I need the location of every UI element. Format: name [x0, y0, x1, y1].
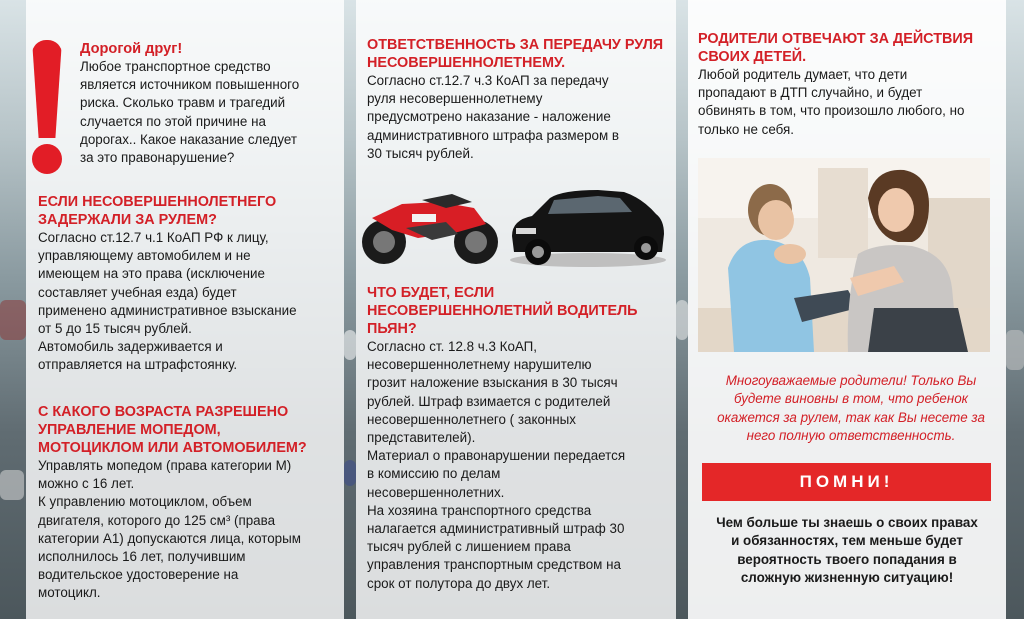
section-heading: СВОИХ ДЕТЕЙ. [698, 49, 807, 65]
section-age [38, 403, 342, 603]
section-heading: ОТВЕТСТВЕННОСТЬ ЗА ПЕРЕДАЧУ РУЛЯ [367, 37, 664, 53]
paragraph-line: несовершеннолетних. [367, 484, 505, 500]
intro-line: риска. Сколько травм и трагедий [80, 95, 286, 111]
final-line: вероятность твоего попадания в [737, 551, 957, 567]
paragraph-line: К управлению мотоциклом, объем [38, 494, 252, 510]
section-parents [698, 30, 1002, 139]
notice-line: окажется за рулем, так как Вы несете за [717, 409, 985, 425]
intro-line: случается по этой причине на [80, 113, 266, 129]
vehicles-image [362, 178, 668, 270]
notice-line: него полную ответственность. [746, 428, 956, 444]
intro-line: за это правонарушение? [80, 150, 235, 166]
paragraph-line: мотоцикл. [38, 585, 101, 601]
paragraph-line: от 5 до 15 тысяч рублей. [38, 321, 192, 337]
section-heading: ЗАДЕРЖАЛИ ЗА РУЛЕМ? [38, 212, 217, 228]
paragraph-line: Согласно ст.12.7 ч.3 КоАП за передачу [367, 73, 609, 88]
notice-line: Многоуважаемые родители! Только Вы [725, 373, 977, 388]
paragraph-line: исполнилось 16 лет, получившим [38, 549, 246, 565]
section-heading: ПЬЯН? [367, 321, 417, 337]
paragraph-line: категории А1) допускаются лица, которым [38, 530, 301, 546]
parent-child-photo [698, 158, 990, 352]
paragraph-line: 30 тысяч рублей. [367, 145, 474, 161]
greeting-title: Дорогой друг! [80, 41, 183, 57]
parents-notice [706, 372, 996, 446]
paragraph-line: рублей. Штраф взимается с родителей [367, 393, 611, 409]
intro-line: является источником повышенного [80, 77, 300, 93]
remember-banner: ПОМНИ! [702, 463, 991, 501]
paragraph-line: несовершеннолетнего ( законных [367, 411, 577, 427]
final-line: сложную жизненную ситуацию! [740, 570, 954, 586]
paragraph-line: Согласно ст. 12.8 ч.3 КоАП, [367, 339, 538, 354]
paragraph-line: только не себя. [698, 121, 795, 137]
paragraph-line: Автомобиль задерживается и [38, 339, 223, 355]
paragraph-line: несовершеннолетнему нарушителю [367, 357, 592, 373]
paragraph-line: срок от полутора до двух лет. [367, 575, 551, 591]
paragraph-line: На хозяина транспортного средства [367, 502, 592, 518]
section-heading: УПРАВЛЕНИЕ МОПЕДОМ, [38, 422, 221, 438]
motorcycle-icon [362, 194, 498, 264]
paragraph-line: тысяч рублей с лишением права [367, 539, 571, 555]
section-detained [38, 193, 342, 375]
intro-line: дорогах.. Какое наказание следует [80, 131, 297, 147]
paragraph-line: руля несовершеннолетнему [367, 91, 543, 107]
paragraph-line: административного штрафа размером в [367, 127, 620, 143]
car-icon [510, 190, 666, 267]
exclamation-dot-icon [32, 144, 62, 174]
section-heading: ЧТО БУДЕТ, ЕСЛИ [367, 285, 495, 301]
paragraph-line: Любой родитель думает, что дети [698, 67, 908, 82]
paragraph-line: водительское удостоверение на [38, 567, 239, 583]
section-heading: ЕСЛИ НЕСОВЕРШЕННОЛЕТНЕГО [38, 194, 277, 210]
paragraph-line: управляющему автомобилем и не [38, 248, 251, 264]
section-heading: МОТОЦИКЛОМ ИЛИ АВТОМОБИЛЕМ? [38, 440, 307, 456]
paragraph-line: предусмотрено наказание - наложение [367, 109, 611, 125]
section-heading: РОДИТЕЛИ ОТВЕЧАЮТ ЗА ДЕЙСТВИЯ [698, 31, 974, 47]
paragraph-line: отправляется на штрафстоянку. [38, 357, 238, 373]
section-heading: НЕСОВЕРШЕННОЛЕТНИЙ ВОДИТЕЛЬ [367, 303, 638, 319]
intro-line: Любое транспортное средство [80, 59, 271, 74]
paragraph-line: Управлять мопедом (права категории М) [38, 458, 292, 473]
intro-block [80, 40, 342, 167]
paragraph-line: представителей). [367, 430, 476, 446]
notice-line: будете виновны в том, что ребенок [733, 391, 969, 407]
paragraph-line: пропадают в ДТП случайно, и будет [698, 85, 923, 101]
paragraph-line: имеющем на это права (исключение [38, 266, 265, 282]
section-heading: С КАКОГО ВОЗРАСТА РАЗРЕШЕНО [38, 404, 289, 420]
paragraph-line: можно с 16 лет. [38, 476, 135, 492]
final-line: и обязанностях, тем меньше будет [731, 533, 963, 549]
section-transfer [367, 36, 673, 163]
paragraph-line: налагается административный штраф 30 [367, 521, 625, 537]
paragraph-line: составляет учебная езда) будет [38, 284, 237, 300]
paragraph-line: Согласно ст.12.7 ч.1 КоАП РФ к лицу, [38, 230, 269, 245]
paragraph-line: применено административное взыскание [38, 302, 297, 318]
paragraph-line: Материал о правонарушении передается [367, 448, 626, 464]
final-message [700, 514, 994, 588]
paragraph-line: двигателя, которого до 125 см³ (права [38, 512, 276, 528]
section-drunk [367, 284, 673, 593]
paragraph-line: обвинять в том, что произошло любого, но [698, 103, 965, 119]
section-heading: НЕСОВЕРШЕННОЛЕТНЕМУ. [367, 55, 566, 71]
paragraph-line: управления транспортным средством на [367, 557, 621, 573]
paragraph-line: в комиссию по делам [367, 466, 501, 482]
paragraph-line: грозит наложение взыскания в 30 тысяч [367, 375, 618, 391]
final-line: Чем больше ты знаешь о своих правах [716, 515, 978, 530]
